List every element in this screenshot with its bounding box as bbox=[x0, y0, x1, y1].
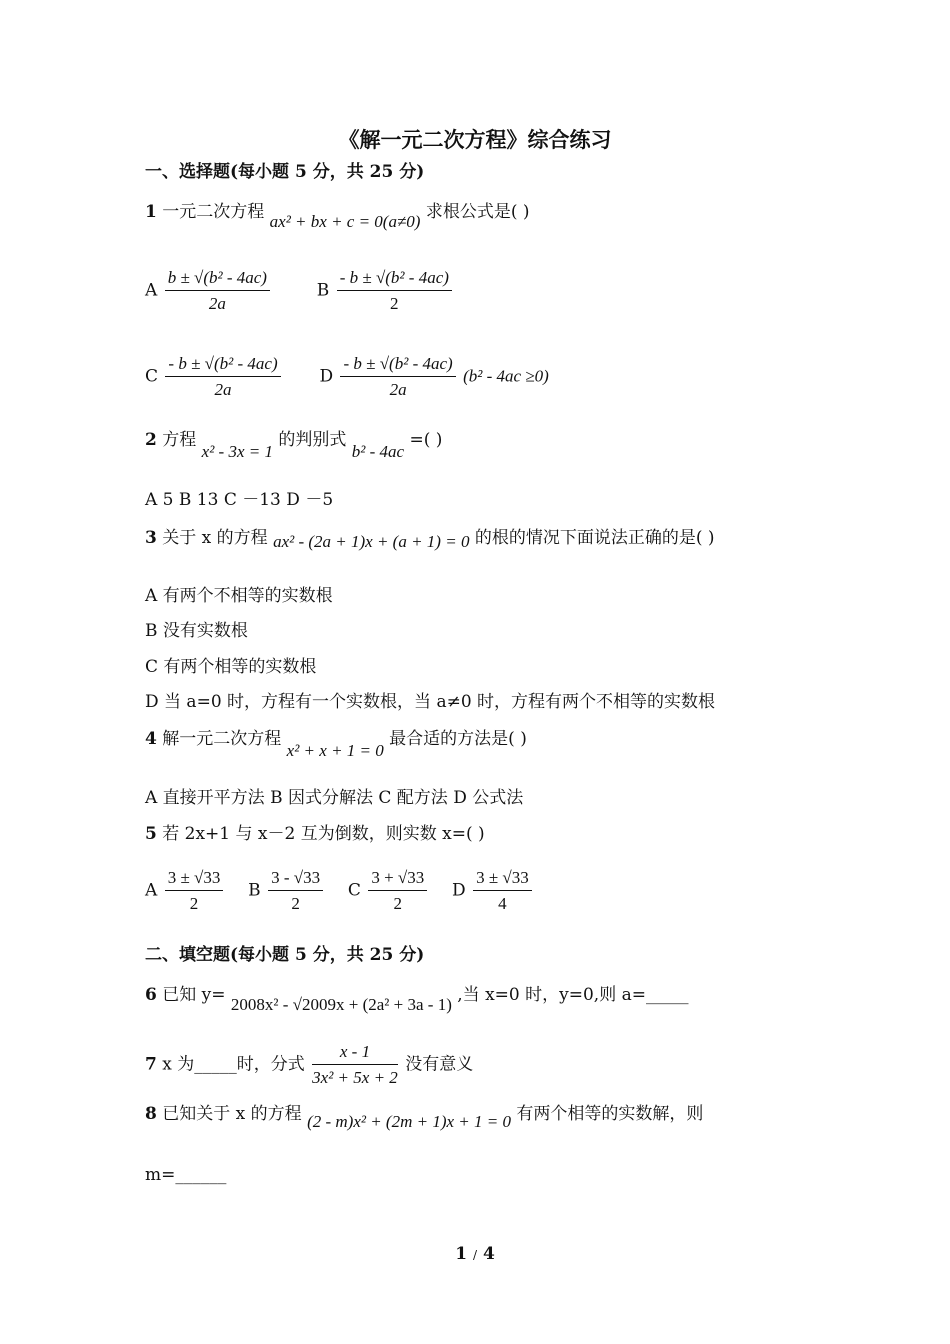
fraction-numerator: x - 1 bbox=[312, 1042, 398, 1065]
question-text: 最合适的方法是( ) bbox=[389, 729, 527, 749]
function-expression: 2008x² - √2009x + (2a² + 3a - 1) bbox=[230, 995, 452, 1014]
option-c-formula bbox=[165, 354, 280, 400]
option-c: C 有两个相等的实数根 bbox=[145, 657, 317, 677]
equation: x² - 3x = 1 bbox=[201, 442, 273, 461]
question-number: 3 bbox=[145, 528, 157, 548]
question-text: 已知 y= bbox=[162, 985, 226, 1005]
option-b-formula bbox=[337, 268, 452, 314]
fraction-expression bbox=[312, 1042, 398, 1088]
question-text: 关于 x 的方程 bbox=[162, 528, 268, 548]
formula-numerator: 3 ± √33 bbox=[165, 868, 224, 891]
formula-denominator: 2 bbox=[189, 894, 199, 913]
equation: x² + x + 1 = 0 bbox=[286, 741, 384, 760]
option-a-formula bbox=[165, 268, 270, 314]
question-number: 5 bbox=[145, 824, 157, 844]
question-1-options-cd bbox=[145, 354, 549, 400]
formula-numerator: - b ± √(b² - 4ac) bbox=[340, 354, 455, 377]
question-text: 有两个相等的实数解，则 bbox=[516, 1104, 704, 1124]
option-label: B bbox=[248, 880, 261, 901]
option-label: A bbox=[145, 280, 158, 301]
formula-numerator: - b ± √(b² - 4ac) bbox=[165, 354, 280, 377]
question-2 bbox=[145, 430, 443, 461]
question-text: 求根公式是( ) bbox=[425, 202, 530, 222]
question-number: 8 bbox=[145, 1104, 157, 1124]
question-5-options bbox=[145, 868, 534, 914]
question-7 bbox=[145, 1042, 473, 1088]
question-text: 的判别式 bbox=[278, 430, 347, 450]
quadratic-equation: ax² + bx + c = 0(a≠0) bbox=[269, 212, 421, 231]
option-d: D 当 a=0 时，方程有一个实数根，当 a≠0 时，方程有两个不相等的实数根 bbox=[145, 692, 716, 712]
question-number: 2 bbox=[145, 430, 157, 450]
section-heading-choice: 一、选择题(每小题 5 分，共 25 分) bbox=[145, 162, 425, 182]
formula-numerator: 3 ± √33 bbox=[473, 868, 532, 891]
question-number: 1 bbox=[145, 202, 157, 222]
question-1 bbox=[145, 202, 530, 231]
formula-denominator: 2 bbox=[291, 894, 300, 913]
question-text: =( ) bbox=[409, 430, 443, 450]
option-label: C bbox=[145, 366, 159, 387]
formula-numerator: 3 - √33 bbox=[268, 868, 323, 891]
question-text: ,当 x=0 时，y=0,则 a=_____ bbox=[457, 985, 689, 1005]
option-c-formula bbox=[368, 868, 427, 914]
question-1-options-ab bbox=[145, 268, 454, 314]
question-text: 若 2x+1 与 x－2 互为倒数，则实数 x=( ) bbox=[162, 824, 485, 844]
page-number bbox=[0, 1244, 950, 1264]
question-4-options: A 直接开平方法 B 因式分解法 C 配方法 D 公式法 bbox=[145, 788, 524, 808]
question-5 bbox=[145, 824, 485, 844]
formula-numerator: b ± √(b² - 4ac) bbox=[165, 268, 270, 291]
question-text: x 为_____时，分式 bbox=[162, 1054, 305, 1075]
answer-blank-m: m=______ bbox=[145, 1165, 227, 1185]
formula-numerator: 3 + √33 bbox=[368, 868, 427, 891]
question-text: 方程 bbox=[162, 430, 197, 450]
option-label: C bbox=[347, 880, 361, 901]
question-text: 没有意义 bbox=[405, 1054, 474, 1075]
option-label: D bbox=[452, 880, 466, 901]
question-number: 6 bbox=[145, 985, 157, 1005]
question-text: 已知关于 x 的方程 bbox=[162, 1104, 302, 1124]
formula-denominator: 4 bbox=[498, 894, 507, 913]
question-6 bbox=[145, 985, 689, 1014]
question-text: 一元二次方程 bbox=[162, 202, 265, 222]
option-label: B bbox=[316, 280, 330, 301]
option-label: A bbox=[145, 880, 158, 901]
discriminant-condition: (b² - 4ac ≥0) bbox=[463, 366, 549, 386]
equation: (2 - m)x² + (2m + 1)x + 1 = 0 bbox=[307, 1112, 511, 1131]
fraction-denominator: 3x² + 5x + 2 bbox=[312, 1068, 398, 1087]
option-b: B 没有实数根 bbox=[145, 621, 248, 641]
option-a: A 有两个不相等的实数根 bbox=[145, 586, 333, 606]
option-b-formula bbox=[268, 868, 323, 914]
question-number: 4 bbox=[145, 729, 157, 749]
option-a-formula bbox=[165, 868, 224, 914]
formula-denominator: 2a bbox=[214, 380, 232, 399]
formula-numerator: - b ± √(b² - 4ac) bbox=[337, 268, 452, 291]
current-page: 1 bbox=[455, 1244, 468, 1264]
question-8 bbox=[145, 1104, 704, 1131]
total-pages: 4 bbox=[482, 1244, 495, 1264]
equation: ax² - (2a + 1)x + (a + 1) = 0 bbox=[273, 532, 470, 551]
question-text: 的根的情况下面说法正确的是( ) bbox=[474, 528, 715, 548]
question-3 bbox=[145, 528, 715, 551]
formula-denominator: 2a bbox=[208, 294, 226, 313]
question-number: 7 bbox=[145, 1054, 157, 1075]
section-heading-fill: 二、填空题(每小题 5 分，共 25 分) bbox=[145, 945, 425, 965]
question-text: 解一元二次方程 bbox=[162, 729, 282, 749]
formula-denominator: 2 bbox=[390, 294, 399, 313]
document-title: 《解一元二次方程》综合练习 bbox=[338, 127, 612, 152]
question-4 bbox=[145, 729, 527, 760]
formula-denominator: 2a bbox=[389, 380, 407, 399]
option-d-formula bbox=[340, 354, 455, 400]
question-2-options: A 5 B 13 C －13 D －5 bbox=[145, 490, 334, 510]
page-separator: / bbox=[472, 1248, 478, 1262]
option-d-formula bbox=[473, 868, 532, 914]
discriminant-expression: b² - 4ac bbox=[351, 442, 405, 461]
option-label: D bbox=[319, 366, 334, 387]
formula-denominator: 2 bbox=[393, 894, 403, 913]
